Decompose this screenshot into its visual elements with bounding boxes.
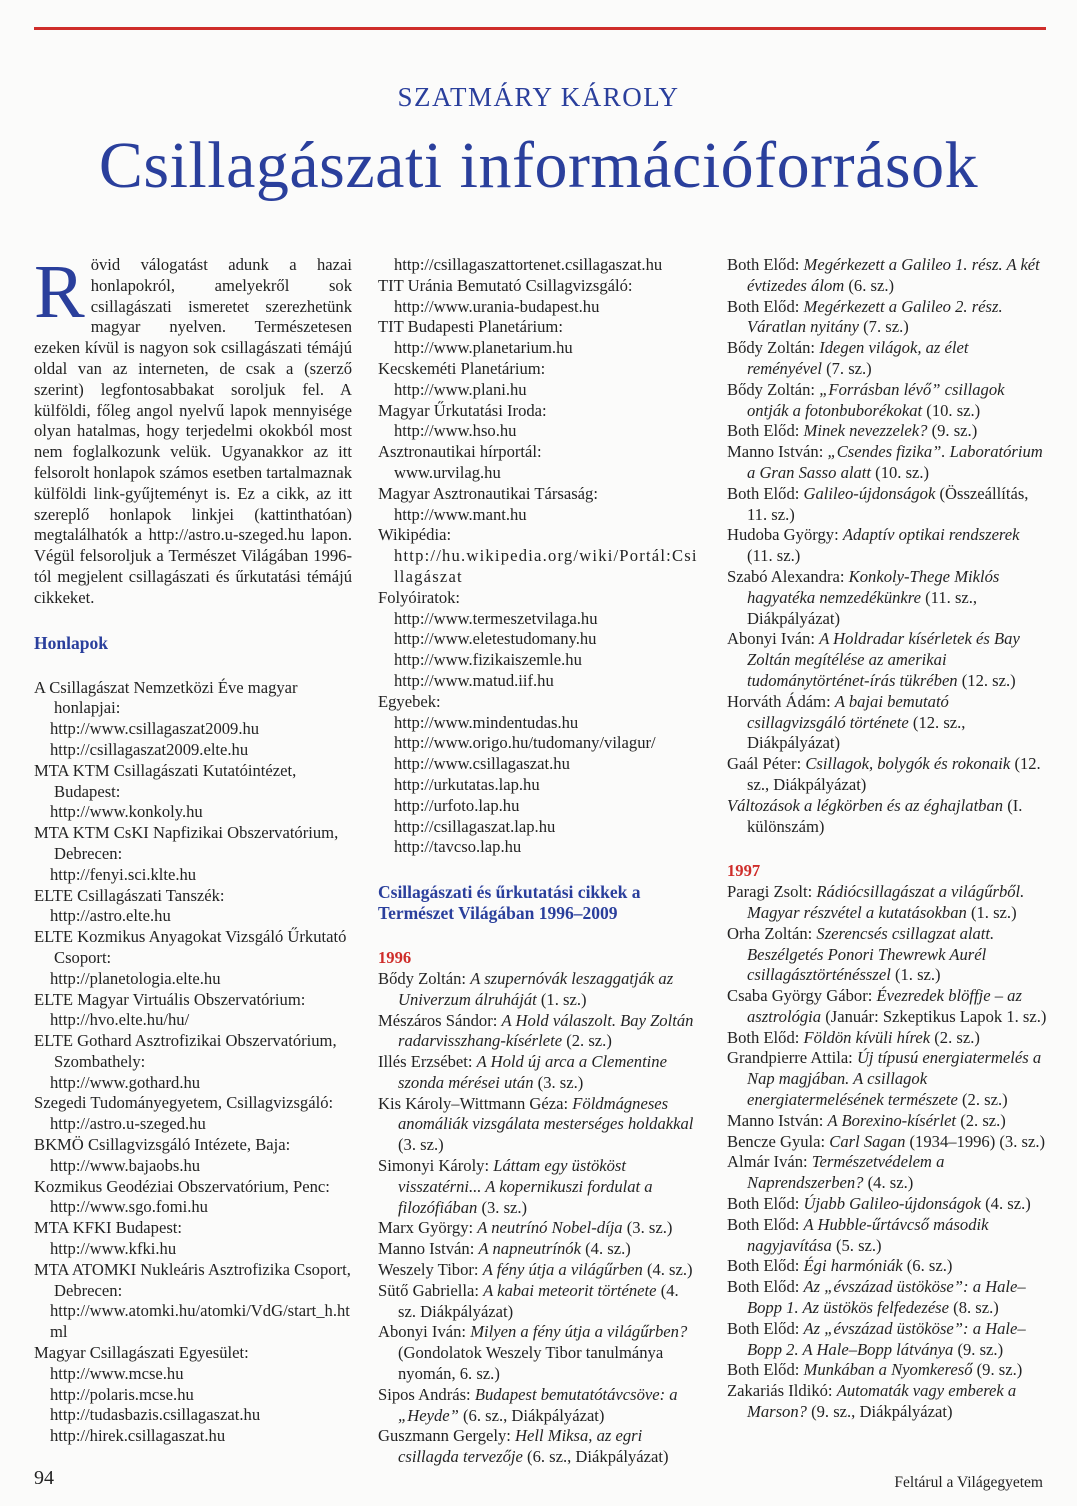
article-entry <box>727 567 1047 629</box>
website-label: Egyebek: <box>378 691 441 711</box>
website-url[interactable]: http://www.plani.hu <box>394 379 527 399</box>
article-author: Both Előd: <box>727 296 800 316</box>
article-note: (4. sz.) <box>585 1239 631 1259</box>
website-url[interactable]: http://astro.u-szeged.hu <box>50 1114 206 1134</box>
website-url[interactable]: http://urfoto.lap.hu <box>394 795 520 815</box>
article-title: Természetvédelem a Naprendszerben? <box>747 1152 945 1193</box>
website-url[interactable]: http://www.termeszetvilaga.hu <box>394 608 598 628</box>
article-author: Illés Erzsébet: <box>378 1052 473 1072</box>
year-heading-1996: 1996 <box>378 948 412 968</box>
website-url[interactable]: http://planetologia.elte.hu <box>50 968 221 988</box>
article-note: (12. sz.) <box>961 670 1016 690</box>
website-entry <box>34 886 352 928</box>
article-entry <box>727 1194 1047 1215</box>
article-title: Hell Miksa, az egri csillagda tervezője <box>398 1426 643 1467</box>
article-title: A napneutrínók <box>478 1239 581 1259</box>
website-label: Asztronautikai hírportál: <box>378 442 542 462</box>
article-title: Az „évszázad üstököse”: a Hale–Bopp 2. A Hale–Bopp látványa <box>747 1318 1026 1359</box>
intro-text: övid válogatást adunk a hazai honlapokról, amelyekről sok csillagászati ismeretet szerezhetünk magyar nyelven. Természetesen ezeken kívül is nagyon sok csillagászati témájú oldal van az interneten, de csak a (szerző szerint) legfontosabbakat soroljuk fel. A külföldi, főleg angol nyelvű lapok mennyisége olyan hatalmas, hogy terjedelmi okokból most nem foglalkozunk velük. Ugyanakkor az itt felsorolt honlapok számos esetben tartalmaznak külföldi link-gyűjteményt is. Ez a cikk, az itt szereplő honlapok linkjei (kattinthatóan) megtalálhatók a http://astro.u-szeged.hu lapon. Végül felsoroljuk a Természet Világában 1996-tól megjelent csillagászati és űrkutatási témájú cikkeket. <box>34 255 352 607</box>
article-entry <box>727 442 1047 484</box>
article-author: Gaál Péter: <box>727 754 802 774</box>
website-entry <box>378 359 698 401</box>
article-title: Rádiócsillagászat a világűrből. Magyar részvétel a kutatásokban <box>747 882 1025 922</box>
website-url[interactable]: http://tudasbazis.csillagaszat.hu <box>50 1405 261 1425</box>
website-label: BKMÖ Csillagvizsgáló Intézete, Baja: <box>34 1135 291 1155</box>
article-note: (Összeállítás, 11. sz.) <box>747 483 1029 524</box>
website-url[interactable]: http://hu.wikipedia.org/wiki/Portál:Csillagászat <box>394 546 698 586</box>
article-entry <box>727 692 1047 754</box>
article-author: Bődy Zoltán: <box>727 379 816 399</box>
website-url[interactable]: http://www.kfki.hu <box>50 1239 177 1259</box>
article-author: Grandpierre Attila: <box>727 1048 853 1068</box>
year-heading-1997: 1997 <box>727 861 761 881</box>
article-title: Budapest bemutatótávcsöve: a „Heyde” <box>398 1384 678 1425</box>
article-note: (6. sz.) <box>906 1256 953 1276</box>
website-label: ELTE Csillagászati Tanszék: <box>34 885 225 905</box>
article-author: Almár Iván: <box>727 1152 808 1172</box>
article-note: (3. sz.) <box>481 1197 528 1217</box>
article-entry <box>378 1011 698 1053</box>
article-note: (10. sz.) <box>875 462 930 482</box>
website-url[interactable]: http://www.planetarium.hu <box>394 338 573 358</box>
column-1 <box>34 250 352 1447</box>
website-entry <box>34 1135 352 1177</box>
article-author: Zakariás Ildikó: <box>727 1381 833 1401</box>
website-list-col1 <box>34 678 352 1447</box>
website-label: Magyar Asztronautikai Társaság: <box>378 483 598 503</box>
article-title: A fény útja a világűrben <box>482 1260 643 1280</box>
article-author: Marx György: <box>378 1218 474 1238</box>
article-entry <box>727 1381 1047 1423</box>
article-title: Földmágneses anomáliák vizsgálata mesterséges holdakkal <box>398 1093 694 1134</box>
article-title: Újabb Galileo-újdonságok <box>803 1194 981 1214</box>
website-label: Magyar Űrkutatási Iroda: <box>378 400 547 420</box>
article-author: Mészáros Sándor: <box>378 1010 498 1030</box>
article-note: (4. sz.) <box>985 1194 1031 1214</box>
website-url[interactable]: http://www.fizikaiszemle.hu <box>394 650 582 670</box>
article-entry <box>727 380 1047 422</box>
article-title: Évezredek blöffje – az asztrológia <box>747 986 1022 1026</box>
article-note: (4. sz. Diákpályázat) <box>398 1280 679 1321</box>
article-author: Hudoba György: <box>727 525 839 545</box>
website-label: Wikipédia: <box>378 525 452 545</box>
website-url[interactable]: http://www.sgo.fomi.hu <box>50 1197 208 1217</box>
intro-paragraph <box>34 250 352 609</box>
website-url[interactable]: http://www.csillagaszat.hu <box>394 754 570 774</box>
article-title: Minek nevezzelek? <box>803 421 928 441</box>
article-title: Láttam egy üstököst visszatérni... A kopernikuszi fordulat a filozófiában <box>398 1156 653 1217</box>
article-entry <box>727 421 1047 442</box>
article-note: (3. sz.) <box>626 1218 673 1238</box>
website-entry <box>34 927 352 989</box>
article-author: SZATMÁRY KÁROLY <box>397 82 680 112</box>
website-label: Szegedi Tudományegyetem, Csillagvizsgáló: <box>34 1093 334 1113</box>
article-title: „Csendes fizika”. Laboratórium a Gran Sasso alatt <box>747 442 1043 482</box>
article-author: Horváth Ádám: <box>727 691 831 711</box>
article-note: (10. sz.) <box>926 400 981 420</box>
article-title: Automaták vagy emberek a Marson? <box>747 1381 1017 1422</box>
article-entry <box>378 969 698 1011</box>
article-entry <box>727 1277 1047 1319</box>
article-author: Guszmann Gergely: <box>378 1426 511 1446</box>
article-title: Változások a légkörben és az éghajlatban <box>727 795 1004 815</box>
article-entry <box>727 1132 1047 1153</box>
website-url[interactable]: http://hirek.csillagaszat.hu <box>50 1426 226 1446</box>
website-url[interactable]: http://www.konkoly.hu <box>50 802 203 822</box>
article-note: (12. sz., Diákpályázat) <box>747 754 1041 794</box>
article-author: Sütő Gabriella: <box>378 1280 479 1300</box>
website-label: Magyar Csillagászati Egyesület: <box>34 1343 249 1363</box>
website-url[interactable]: http://www.mindentudas.hu <box>394 712 579 732</box>
article-entry <box>727 882 1047 924</box>
article-title: „Forrásban lévő” csillagok ontják a fotonbuborékokat <box>747 379 1005 420</box>
article-title: A Hubble-űrtávcső második nagyjavítása <box>747 1214 989 1255</box>
article-note: (1934–1996) (3. sz.) <box>909 1131 1046 1151</box>
article-entry <box>378 1239 698 1260</box>
article-author: Simonyi Károly: <box>378 1156 490 1176</box>
article-author: Bődy Zoltán: <box>727 338 816 358</box>
article-author: Bődy Zoltán: <box>378 968 467 988</box>
website-entry <box>34 1093 352 1135</box>
article-note: (Gondolatok Weszely Tibor tanulmánya nyomán, 6. sz.) <box>398 1343 664 1384</box>
article-entry <box>727 1319 1047 1361</box>
article-list-1996-col2 <box>378 969 698 1468</box>
website-url[interactable]: http://www.atomki.hu/atomki/VdG/start_h.html <box>50 1301 350 1342</box>
article-note: (2. sz.) <box>960 1110 1006 1130</box>
article-entry <box>727 484 1047 526</box>
article-entry <box>727 1215 1047 1257</box>
website-url[interactable]: http://csillagaszat.lap.hu <box>394 816 556 836</box>
article-entry <box>727 338 1047 380</box>
website-entry <box>378 525 698 587</box>
website-url[interactable]: http://www.origo.hu/tudomany/vilagur/ <box>394 733 656 753</box>
article-author: Both Előd: <box>727 1214 800 1234</box>
website-entry <box>378 317 698 359</box>
website-entry <box>378 442 698 484</box>
article-entry <box>378 1052 698 1094</box>
website-url[interactable]: http://astro.elte.hu <box>50 906 171 926</box>
website-url[interactable]: http://www.hso.hu <box>394 421 517 441</box>
article-note: (8. sz.) <box>953 1298 999 1318</box>
article-entry <box>727 1048 1047 1110</box>
website-list-col2 <box>378 276 698 858</box>
article-author: Csaba György Gábor: <box>727 986 873 1006</box>
article-note: (I. különszám) <box>747 795 1023 836</box>
website-label: MTA ATOMKI Nukleáris Asztrofizika Csoport, Debrecen: <box>34 1259 351 1300</box>
article-entry <box>727 924 1047 986</box>
article-author: Both Előd: <box>727 1194 800 1214</box>
website-entry <box>34 823 352 885</box>
article-title: A bajai bemutató csillagvizsgáló története <box>747 691 949 732</box>
article-list-1997 <box>727 882 1047 1423</box>
article-note: (6. sz., Diákpályázat) <box>527 1447 669 1467</box>
article-title: A Borexino-kísérlet <box>827 1110 957 1130</box>
article-entry <box>378 1094 698 1156</box>
article-author: Both Előd: <box>727 1027 800 1047</box>
article-note: (9. sz.) <box>931 421 978 441</box>
website-url[interactable]: http://csillagaszattortenet.csillagaszat.hu <box>394 255 663 274</box>
website-label: MTA KTM CsKI Napfizikai Obszervatórium, Debrecen: <box>34 823 339 863</box>
article-note: (3. sz.) <box>537 1072 584 1092</box>
website-entry <box>378 692 698 858</box>
website-url[interactable]: http://www.gothard.hu <box>50 1072 201 1092</box>
article-list-1996-col3 <box>727 255 1047 837</box>
article-title: A Hold válaszolt. Bay Zoltán radarvisszhang-kísérlete <box>398 1010 694 1051</box>
article-note: (Január: Szkeptikus Lapok 1. sz.) <box>825 1006 1047 1026</box>
article-author: Szabó Alexandra: <box>727 566 845 586</box>
article-author: Manno István: <box>727 1110 824 1130</box>
article-author: Abonyi Iván: <box>378 1322 467 1342</box>
article-author: Kis Károly–Wittmann Géza: <box>378 1093 569 1113</box>
article-title: Csillagászati információforrások <box>98 129 979 202</box>
website-label: MTA KTM Csillagászati Kutatóintézet, Budapest: <box>34 760 297 801</box>
article-title: A neutrínó Nobel-díja <box>477 1218 623 1238</box>
website-label: TIT Budapesti Planetárium: <box>378 317 563 337</box>
article-entry <box>727 1111 1047 1132</box>
website-url[interactable]: www.urvilag.hu <box>394 462 501 482</box>
article-entry <box>727 1256 1047 1277</box>
article-note: (12. sz., Diákpályázat) <box>747 712 966 753</box>
article-title: Milyen a fény útja a világűrben? <box>470 1322 688 1342</box>
article-entry <box>727 255 1047 297</box>
website-label: TIT Uránia Bemutató Csillagvizsgáló: <box>378 275 633 295</box>
article-entry <box>727 796 1047 838</box>
article-author: Both Előd: <box>727 1360 800 1380</box>
article-note: (11. sz., Diákpályázat) <box>747 587 978 628</box>
article-entry <box>727 297 1047 339</box>
website-entry <box>34 1177 352 1219</box>
website-entry <box>378 588 698 692</box>
article-title: Galileo-újdonságok <box>803 483 936 503</box>
website-label: Kozmikus Geodéziai Obszervatórium, Penc: <box>34 1176 330 1196</box>
article-entry <box>727 1028 1047 1049</box>
article-author: Paragi Zsolt: <box>727 882 813 902</box>
column-3 <box>727 255 1047 1423</box>
website-entry <box>34 1260 352 1343</box>
website-entry <box>34 1343 352 1447</box>
website-url[interactable]: http://www.mant.hu <box>394 504 527 524</box>
article-note: (7. sz.) <box>826 358 872 378</box>
article-entry <box>727 1152 1047 1194</box>
website-label: Kecskeméti Planetárium: <box>378 358 546 378</box>
website-label: ELTE Kozmikus Anyagokat Vizsgáló Űrkutató Csoport: <box>34 927 347 967</box>
article-title: Csillagok, bolygók és rokonaik <box>805 754 1011 774</box>
top-red-rule <box>34 27 1046 30</box>
article-note: (11. sz.) <box>747 546 801 566</box>
website-url[interactable]: http://hvo.elte.hu/hu/ <box>50 1010 190 1030</box>
article-author: Bencze Gyula: <box>727 1131 826 1151</box>
website-url[interactable]: http://www.eletestudomany.hu <box>394 629 597 649</box>
website-entry <box>34 761 352 823</box>
article-title: Idegen világok, az élet reményével <box>747 338 969 378</box>
article-title: Az „évszázad üstököse”: a Hale–Bopp 1. Az üstökös felfedezése <box>747 1277 1026 1318</box>
article-note: (6. sz., Diákpályázat) <box>463 1405 605 1425</box>
article-note: (9. sz.) <box>976 1360 1023 1380</box>
website-entry <box>34 1218 352 1260</box>
website-url[interactable]: http://urkutatas.lap.hu <box>394 774 540 794</box>
article-title: Megérkezett a Galileo 2. rész. Váratlan nyitány <box>747 296 1003 337</box>
article-title: Égi harmóniák <box>803 1256 903 1276</box>
article-author: Orha Zoltán: <box>727 923 813 943</box>
article-title: A Hold új arca a Clementine szonda mérései után <box>398 1052 667 1092</box>
section-heading-honlapok: Honlapok <box>34 632 108 653</box>
article-note: (2. sz.) <box>934 1027 980 1047</box>
article-note: (2. sz.) <box>566 1031 612 1051</box>
article-note: (1. sz.) <box>540 989 587 1009</box>
article-note: (1. sz.) <box>894 965 941 985</box>
article-entry <box>378 1385 698 1427</box>
article-entry <box>727 754 1047 796</box>
article-note: (9. sz., Diákpályázat) <box>811 1402 953 1422</box>
website-entry <box>34 1031 352 1093</box>
article-title: Carl Sagan <box>829 1131 906 1151</box>
article-title: Szerencsés csillagzat alatt. Beszélgetés Ponori Thewrewk Aurél csillagásztörténésszel <box>747 923 995 985</box>
article-author: Sipos András: <box>378 1384 471 1404</box>
article-entry <box>378 1156 698 1218</box>
article-title: A szupernóvák leszaggatják az Univerzum álruháját <box>398 968 674 1009</box>
website-url[interactable]: http://www.bajaobs.hu <box>50 1155 201 1175</box>
article-entry <box>378 1322 698 1384</box>
article-entry <box>378 1426 698 1468</box>
column-2 <box>378 255 698 1468</box>
article-author: Manno István: <box>727 442 824 462</box>
article-entry <box>727 1360 1047 1381</box>
article-entry <box>378 1218 698 1239</box>
article-entry <box>727 525 1047 567</box>
website-label: A Csillagászat Nemzetközi Éve magyar honlapjai: <box>34 677 298 718</box>
article-note: (9. sz.) <box>957 1339 1004 1359</box>
website-entry <box>378 276 698 318</box>
article-note: (4. sz.) <box>646 1260 693 1280</box>
article-author: Both Előd: <box>727 1256 800 1276</box>
website-url[interactable]: http://fenyi.sci.klte.hu <box>50 864 197 884</box>
article-author: Manno István: <box>378 1239 475 1259</box>
article-note: (3. sz.) <box>398 1135 444 1155</box>
article-note: (5. sz.) <box>835 1235 882 1255</box>
article-title: Adaptív optikai rendszerek <box>842 525 1020 545</box>
website-url[interactable]: http://csillagaszat2009.elte.hu <box>50 739 249 759</box>
website-label: MTA KFKI Budapest: <box>34 1218 183 1238</box>
website-url[interactable]: http://www.urania-budapest.hu <box>394 296 600 316</box>
article-note: (2. sz.) <box>962 1090 1008 1110</box>
website-entry <box>34 990 352 1032</box>
website-url[interactable]: http://polaris.mcse.hu <box>50 1384 194 1404</box>
article-note: (1. sz.) <box>970 902 1017 922</box>
running-title: Feltárul a Világegyetem <box>894 1474 1043 1491</box>
article-title: A Holdradar kísérletek és Bay Zoltán megítélése az amerikai tudománytörténet-írás tükrében <box>747 629 1020 690</box>
section-heading-articles: Csillagászati és űrkutatási cikkek a Természet Világában 1996–2009 <box>378 882 641 924</box>
website-url[interactable]: http://www.mcse.hu <box>50 1363 184 1383</box>
website-label: ELTE Gothard Asztrofizikai Obszervatórium, Szombathely: <box>34 1031 337 1071</box>
article-note: (6. sz.) <box>848 275 895 295</box>
article-author: Both Előd: <box>727 255 800 274</box>
article-title: Munkában a Nyomkereső <box>803 1360 973 1380</box>
article-title: Új típusú energiatermelés a Nap magjában. A csillagok energiatermelésének természete <box>747 1048 1042 1110</box>
website-entry <box>378 401 698 443</box>
article-author: Both Előd: <box>727 421 800 441</box>
article-entry <box>378 1281 698 1323</box>
article-note: (7. sz.) <box>863 317 909 337</box>
article-note: (4. sz.) <box>867 1173 914 1193</box>
article-author: Both Előd: <box>727 1318 800 1338</box>
article-entry <box>727 629 1047 691</box>
website-url[interactable]: http://www.matud.iif.hu <box>394 670 554 690</box>
article-author: Both Előd: <box>727 483 800 503</box>
article-title: Konkoly-Thege Miklós hagyatéka nemzedékünkre <box>747 566 1000 607</box>
article-entry <box>727 986 1047 1028</box>
website-url[interactable]: http://www.csillagaszat2009.hu <box>50 719 260 739</box>
article-author: Both Előd: <box>727 1277 800 1297</box>
article-entry <box>378 1260 698 1281</box>
website-label: ELTE Magyar Virtuális Obszervatórium: <box>34 989 306 1009</box>
article-author: Abonyi Iván: <box>727 629 816 649</box>
website-label: Folyóiratok: <box>378 587 461 607</box>
article-title: Földön kívüli hírek <box>803 1027 931 1047</box>
article-author: Weszely Tibor: <box>378 1260 479 1280</box>
drop-cap: R <box>34 250 85 334</box>
article-title: A kabai meteorit története <box>483 1280 657 1300</box>
article-title: Megérkezett a Galileo 1. rész. A két évtizedes álom <box>747 255 1040 295</box>
website-entry <box>34 678 352 761</box>
website-entry <box>378 484 698 526</box>
page-number: 94 <box>34 1467 54 1489</box>
website-url[interactable]: http://tavcso.lap.hu <box>394 837 522 857</box>
